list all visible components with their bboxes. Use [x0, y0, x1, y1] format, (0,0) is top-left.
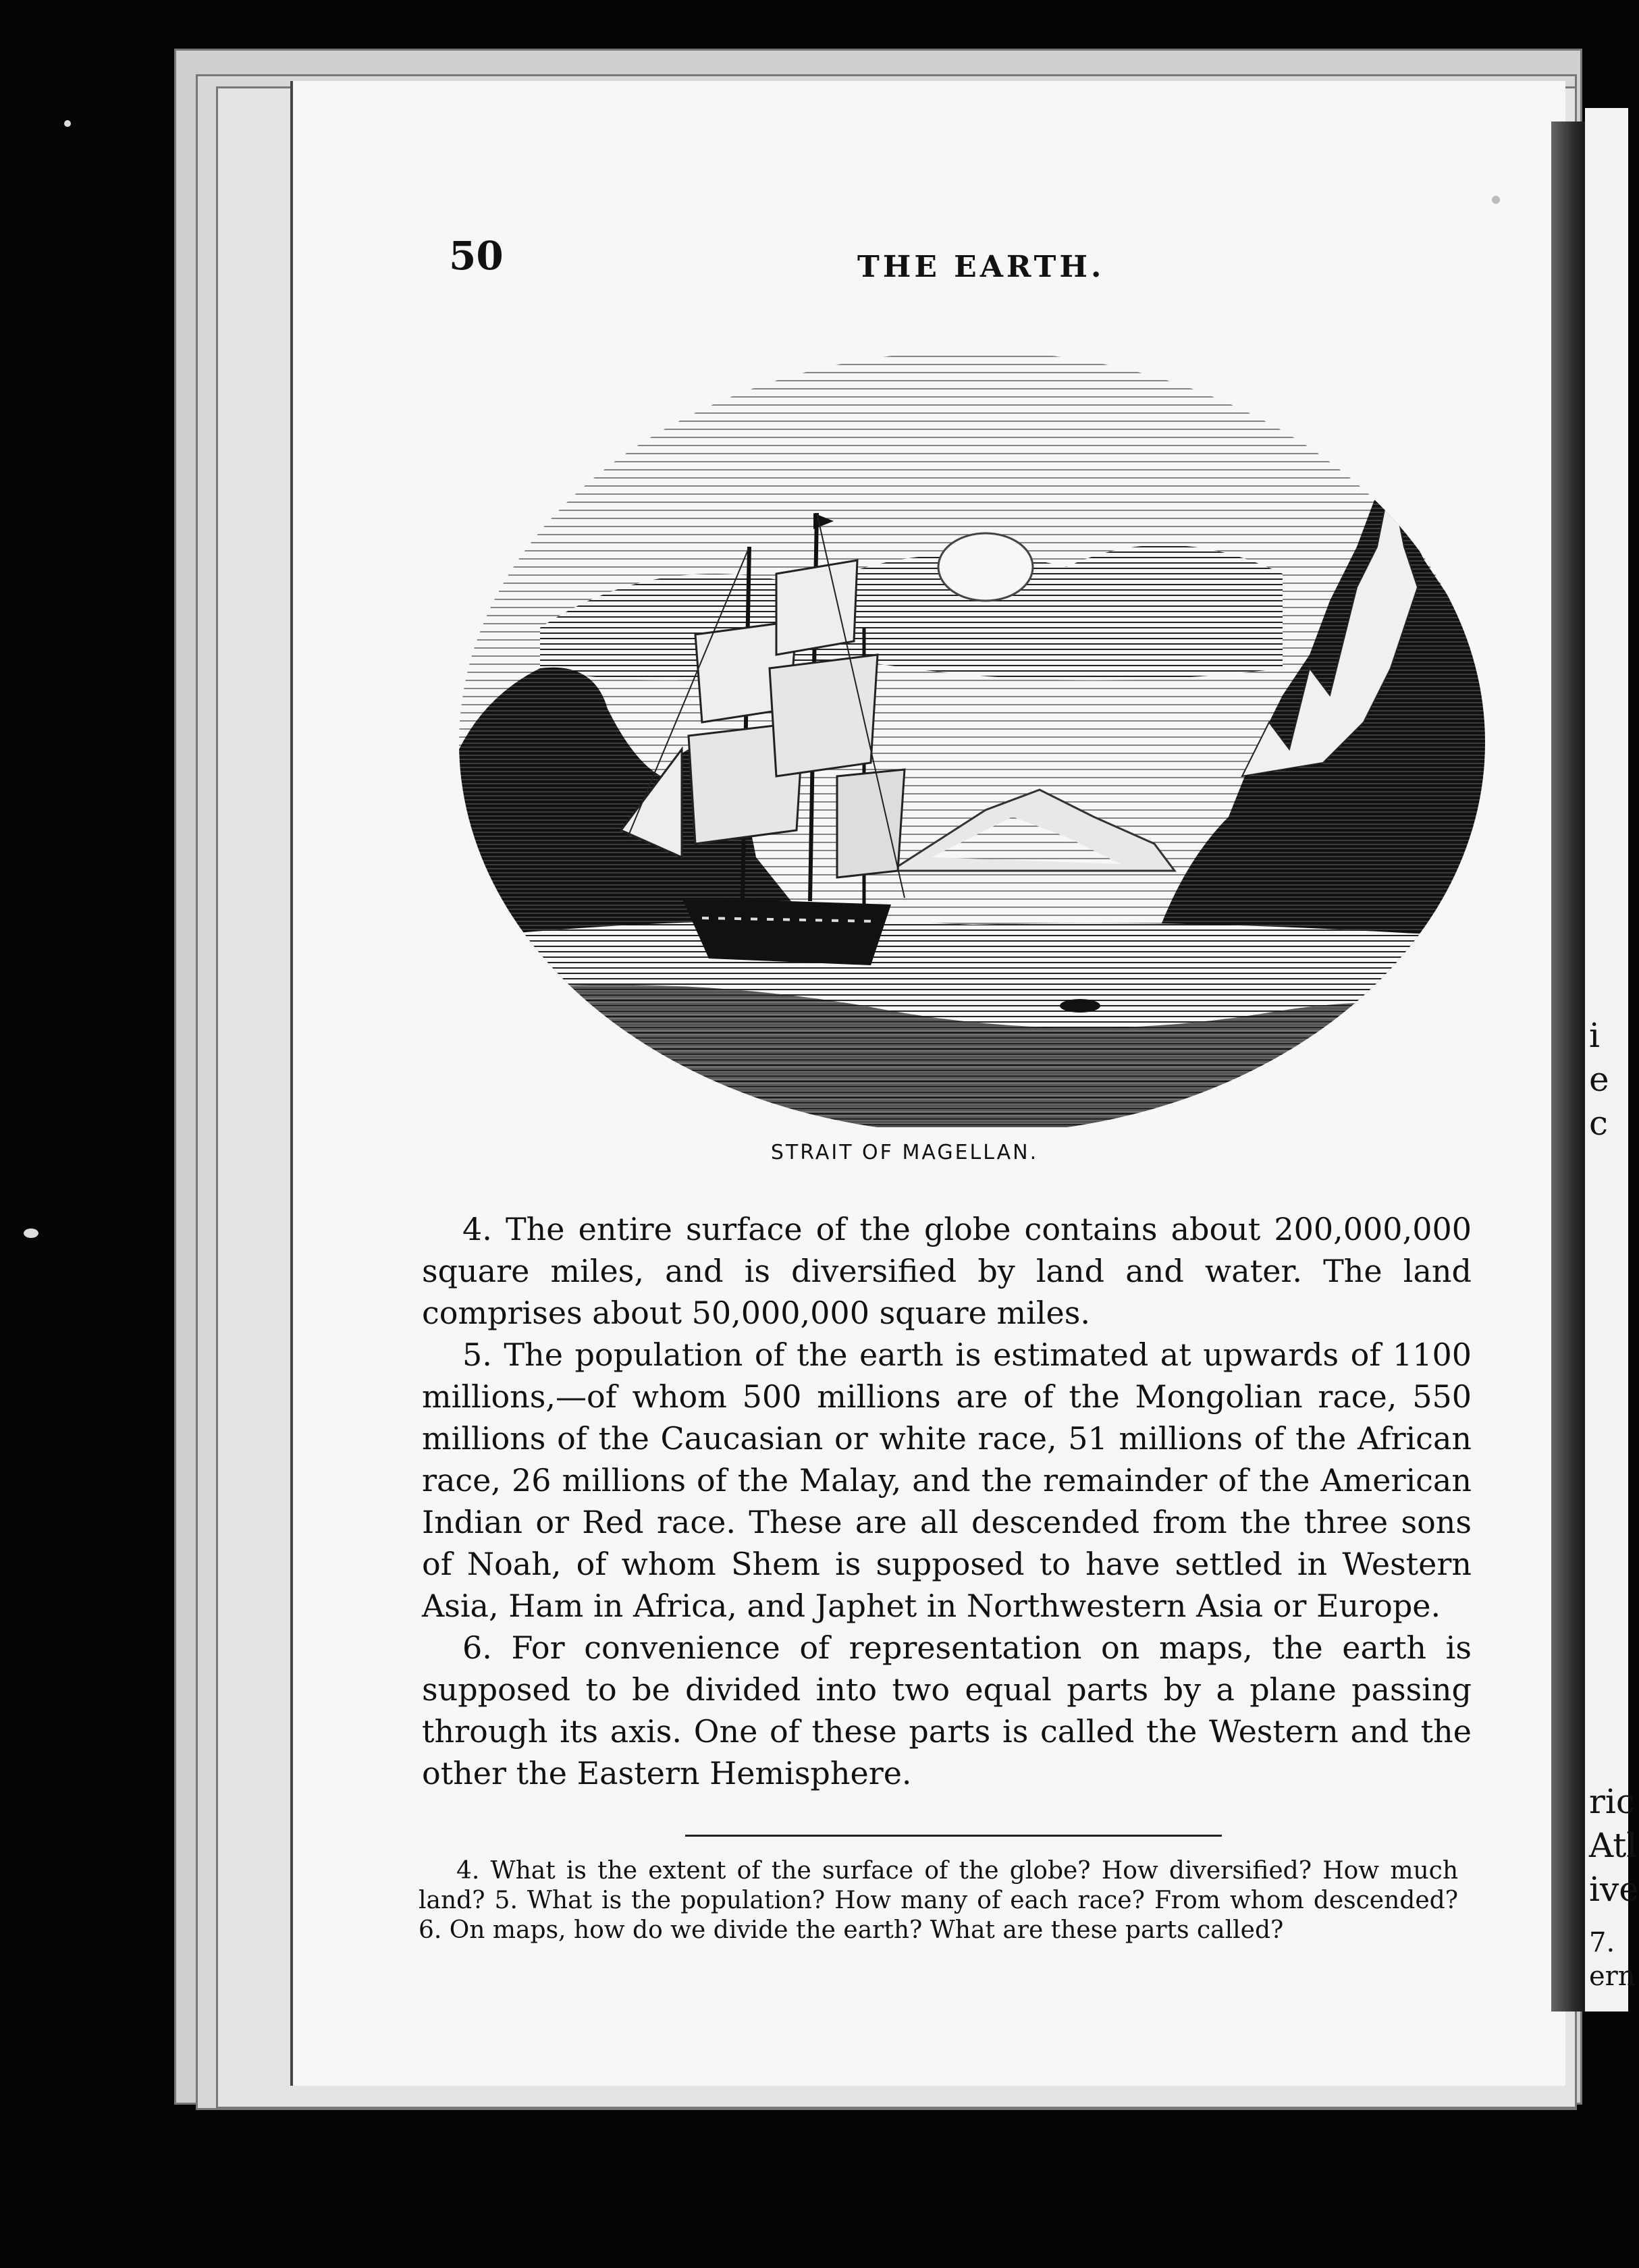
facing-fragment: ric: [1589, 1782, 1635, 1821]
facing-fragment: 7.: [1589, 1927, 1615, 1958]
paragraph-4: 4. The entire surface of the globe contains about 200,000,000 square miles, and is diversified by land and water. The land comprises about 50,000,000 square miles.: [422, 1211, 1472, 1331]
footnote-divider: [685, 1835, 1222, 1837]
paragraph-6: 6. For convenience of representation on maps, the earth is supposed to be divided into two equal parts by a plane passing through its axis. One of these parts is called the Western and the other the Eastern Hemisphere.: [422, 1629, 1472, 1791]
page-number: 50: [449, 233, 504, 279]
dust-speck: [64, 120, 71, 127]
paragraph-5: 5. The population of the earth is estimated at upwards of 1100 millions,—of whom 500 millions are of the Mongolian race, 550 millions of the Caucasian or white race, 51 millions of the African race, 26 millions of the Malay, and the remainder of the American Indian or Red race. These are all descended from the three sons of Noah, of whom Shem is supposed to have settled in Western Asia, Ham in Africa, and Japhet in Northwestern Asia or Europe.: [422, 1336, 1472, 1624]
facing-fragment: Atl: [1589, 1826, 1638, 1865]
questions-text: 4. What is the extent of the surface of the globe? How diversified? How much land? 5. What is the population? How many of each race? From whom descended? 6. On maps, how do we divide the earth? What are these parts called?: [419, 1857, 1458, 1944]
facing-fragment: ern: [1589, 1961, 1636, 1992]
facing-fragment: c: [1589, 1104, 1609, 1143]
review-questions: [419, 1856, 1458, 1945]
strait-of-magellan-engraving: [459, 344, 1485, 1127]
dust-speck: [1492, 196, 1500, 204]
facing-fragment: i: [1589, 1016, 1600, 1055]
facing-page-edge: [1585, 108, 1639, 2012]
dust-speck: [24, 1228, 38, 1238]
body-text: [422, 1208, 1472, 1794]
running-head: THE EARTH.: [857, 250, 1105, 284]
facing-fragment: ive: [1589, 1870, 1639, 1909]
illustration-caption: STRAIT OF MAGELLAN.: [770, 1141, 1039, 1164]
facing-fragment: e: [1589, 1060, 1609, 1099]
